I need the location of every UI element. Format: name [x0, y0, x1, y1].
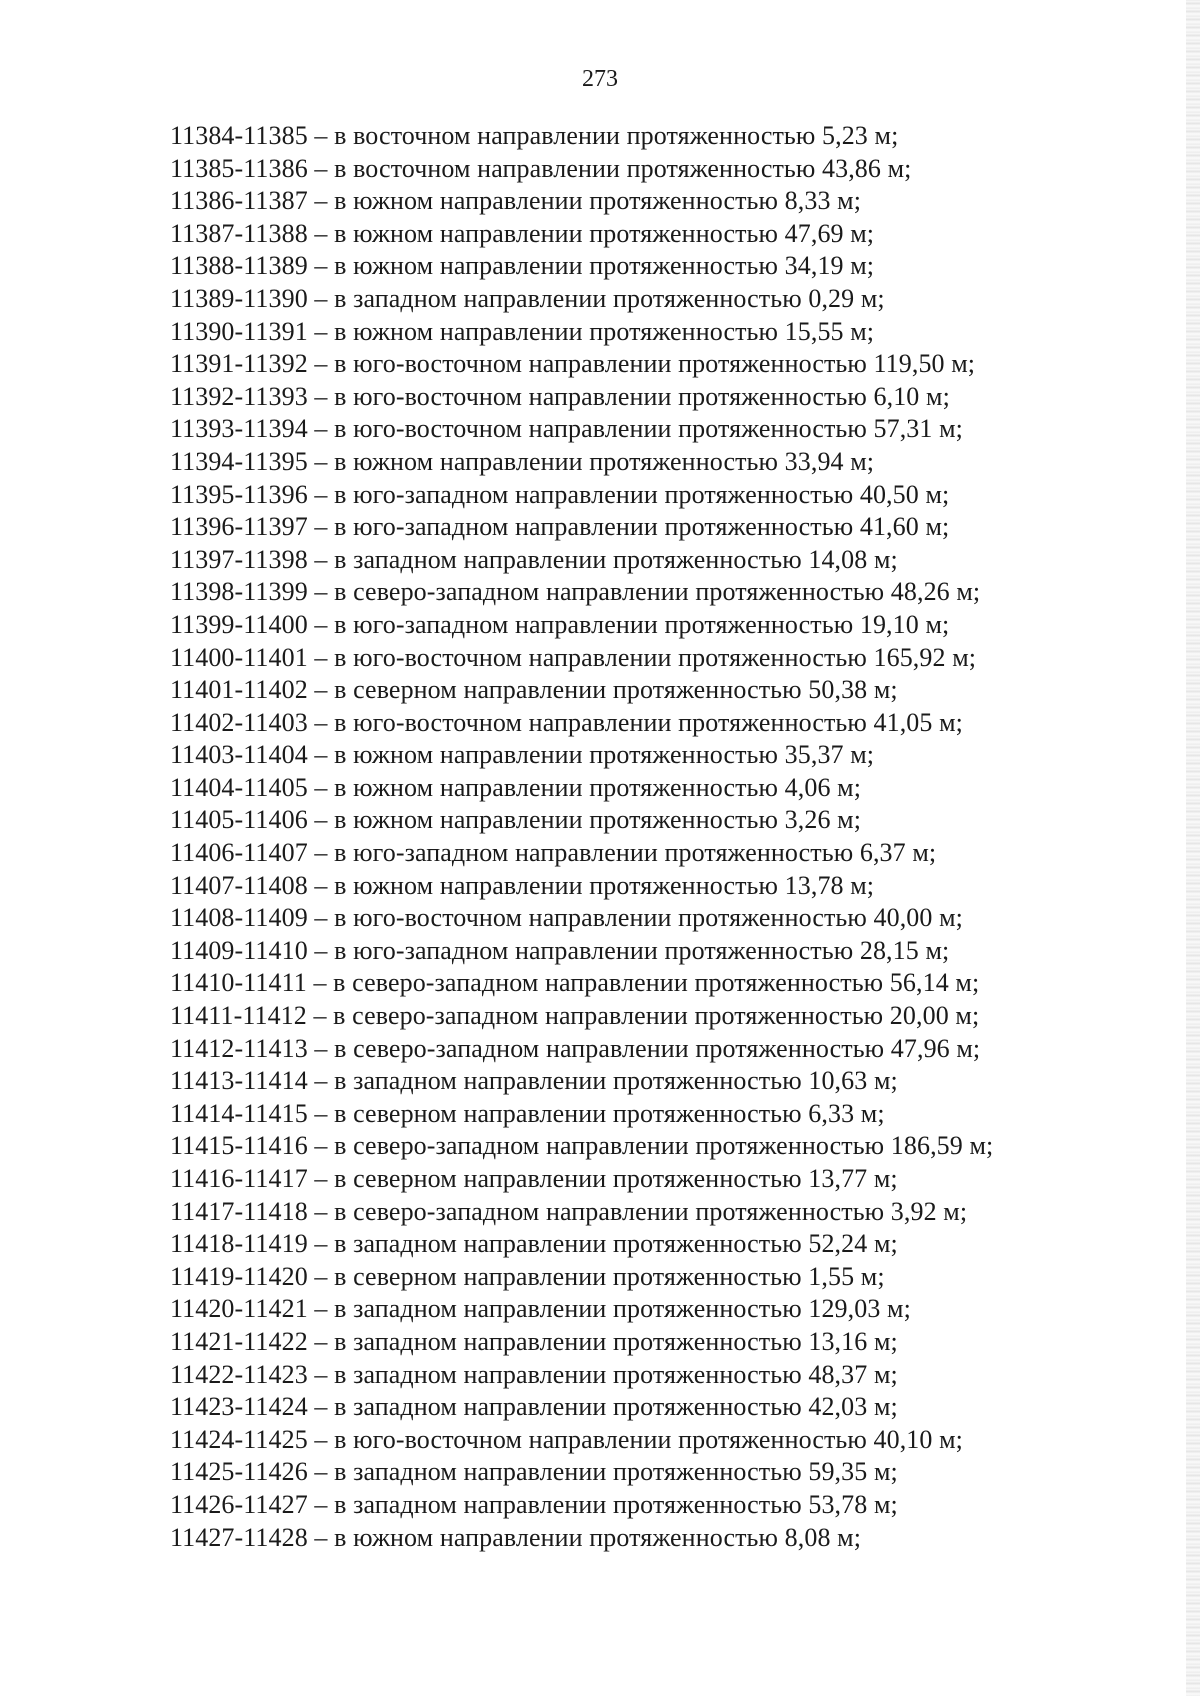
segment-line: 11419-11420 – в северном направлении протяженностью 1,55 м;	[170, 1261, 885, 1291]
segment-line: 11408-11409 – в юго-восточном направлении протяженностью 40,00 м;	[170, 903, 963, 933]
segment-line: 11417-11418 – в северо-западном направлении протяженностью 3,92 м;	[170, 1196, 968, 1226]
segment-line: 11387-11388 – в южном направлении протяженностью 47,69 м;	[170, 218, 875, 248]
segment-line: 11386-11387 – в южном направлении протяженностью 8,33 м;	[170, 186, 862, 216]
segment-line: 11422-11423 – в западном направлении протяженностью 48,37 м;	[170, 1359, 898, 1389]
segment-line: 11396-11397 – в юго-западном направлении протяженностью 41,60 м;	[170, 512, 950, 542]
segment-line: 11416-11417 – в северном направлении протяженностью 13,77 м;	[170, 1164, 898, 1193]
segment-line: 11424-11425 – в юго-восточном направлении протяженностью 40,10 м;	[170, 1424, 963, 1454]
segment-line: 11388-11389 – в южном направлении протяженностью 34,19 м;	[170, 251, 875, 281]
segment-line: 11401-11402 – в северном направлении протяженностью 50,38 м;	[170, 675, 898, 705]
segment-line: 11384-11385 – в восточном направлении протяженностью 5,23 м;	[170, 121, 899, 150]
segment-line: 11426-11427 – в западном направлении протяженностью 53,78 м;	[170, 1489, 898, 1519]
segment-line: 11411-11412 – в северо-западном направлении протяженностью 20,00 м;	[170, 1001, 980, 1031]
segment-line: 11404-11405 – в южном направлении протяженностью 4,06 м;	[170, 772, 862, 802]
segment-line: 11415-11416 – в северо-западном направлении протяженностью 186,59 м;	[170, 1131, 994, 1161]
segment-line: 11400-11401 – в юго-восточном направлении протяженностью 165,92 м;	[170, 642, 977, 672]
segment-line: 11412-11413 – в северо-западном направлении протяженностью 47,96 м;	[170, 1033, 981, 1063]
segment-line: 11392-11393 – в юго-восточном направлении протяженностью 6,10 м;	[170, 381, 950, 411]
segment-line: 11421-11422 – в западном направлении протяженностью 13,16 м;	[170, 1326, 898, 1356]
segment-line: 11390-11391 – в южном направлении протяженностью 15,55 м;	[170, 316, 875, 346]
segment-line: 11389-11390 – в западном направлении протяженностью 0,29 м;	[170, 283, 885, 313]
scan-edge-artifact	[1186, 0, 1200, 1696]
segment-line: 11406-11407 – в юго-западном направлении протяженностью 6,37 м;	[170, 838, 937, 868]
segment-line: 11395-11396 – в юго-западном направлении протяженностью 40,50 м;	[170, 479, 950, 509]
segment-line: 11409-11410 – в юго-западном направлении протяженностью 28,15 м;	[170, 935, 950, 965]
segment-line: 11427-11428 – в южном направлении протяженностью 8,08 м;	[170, 1522, 862, 1552]
segment-line: 11414-11415 – в северном направлении протяженностью 6,33 м;	[170, 1098, 885, 1128]
segment-line: 11394-11395 – в южном направлении протяженностью 33,94 м;	[170, 446, 875, 476]
boundary-segment-list	[170, 120, 1130, 1554]
segment-line: 11385-11386 – в восточном направлении протяженностью 43,86 м;	[170, 153, 912, 183]
segment-line: 11402-11403 – в юго-восточном направлении протяженностью 41,05 м;	[170, 707, 963, 737]
segment-line: 11410-11411 – в северо-западном направлении протяженностью 56,14 м;	[170, 968, 980, 998]
segment-line: 11425-11426 – в западном направлении протяженностью 59,35 м;	[170, 1457, 898, 1487]
segment-line: 11399-11400 – в юго-западном направлении протяженностью 19,10 м;	[170, 609, 950, 639]
segment-line: 11423-11424 – в западном направлении протяженностью 42,03 м;	[170, 1392, 898, 1422]
segment-line: 11413-11414 – в западном направлении протяженностью 10,63 м;	[170, 1066, 898, 1096]
segment-line: 11405-11406 – в южном направлении протяженностью 3,26 м;	[170, 805, 862, 835]
segment-line: 11393-11394 – в юго-восточном направлении протяженностью 57,31 м;	[170, 414, 963, 444]
segment-line: 11420-11421 – в западном направлении протяженностью 129,03 м;	[170, 1294, 911, 1324]
segment-line: 11398-11399 – в северо-западном направлении протяженностью 48,26 м;	[170, 577, 981, 607]
page-number: 273	[582, 66, 618, 92]
segment-line: 11418-11419 – в западном направлении протяженностью 52,24 м;	[170, 1229, 898, 1259]
segment-line: 11391-11392 – в юго-восточном направлении протяженностью 119,50 м;	[170, 349, 976, 379]
segment-line: 11403-11404 – в южном направлении протяженностью 35,37 м;	[170, 740, 875, 770]
segment-line: 11397-11398 – в западном направлении протяженностью 14,08 м;	[170, 544, 898, 574]
segment-line: 11407-11408 – в южном направлении протяженностью 13,78 м;	[170, 870, 875, 900]
